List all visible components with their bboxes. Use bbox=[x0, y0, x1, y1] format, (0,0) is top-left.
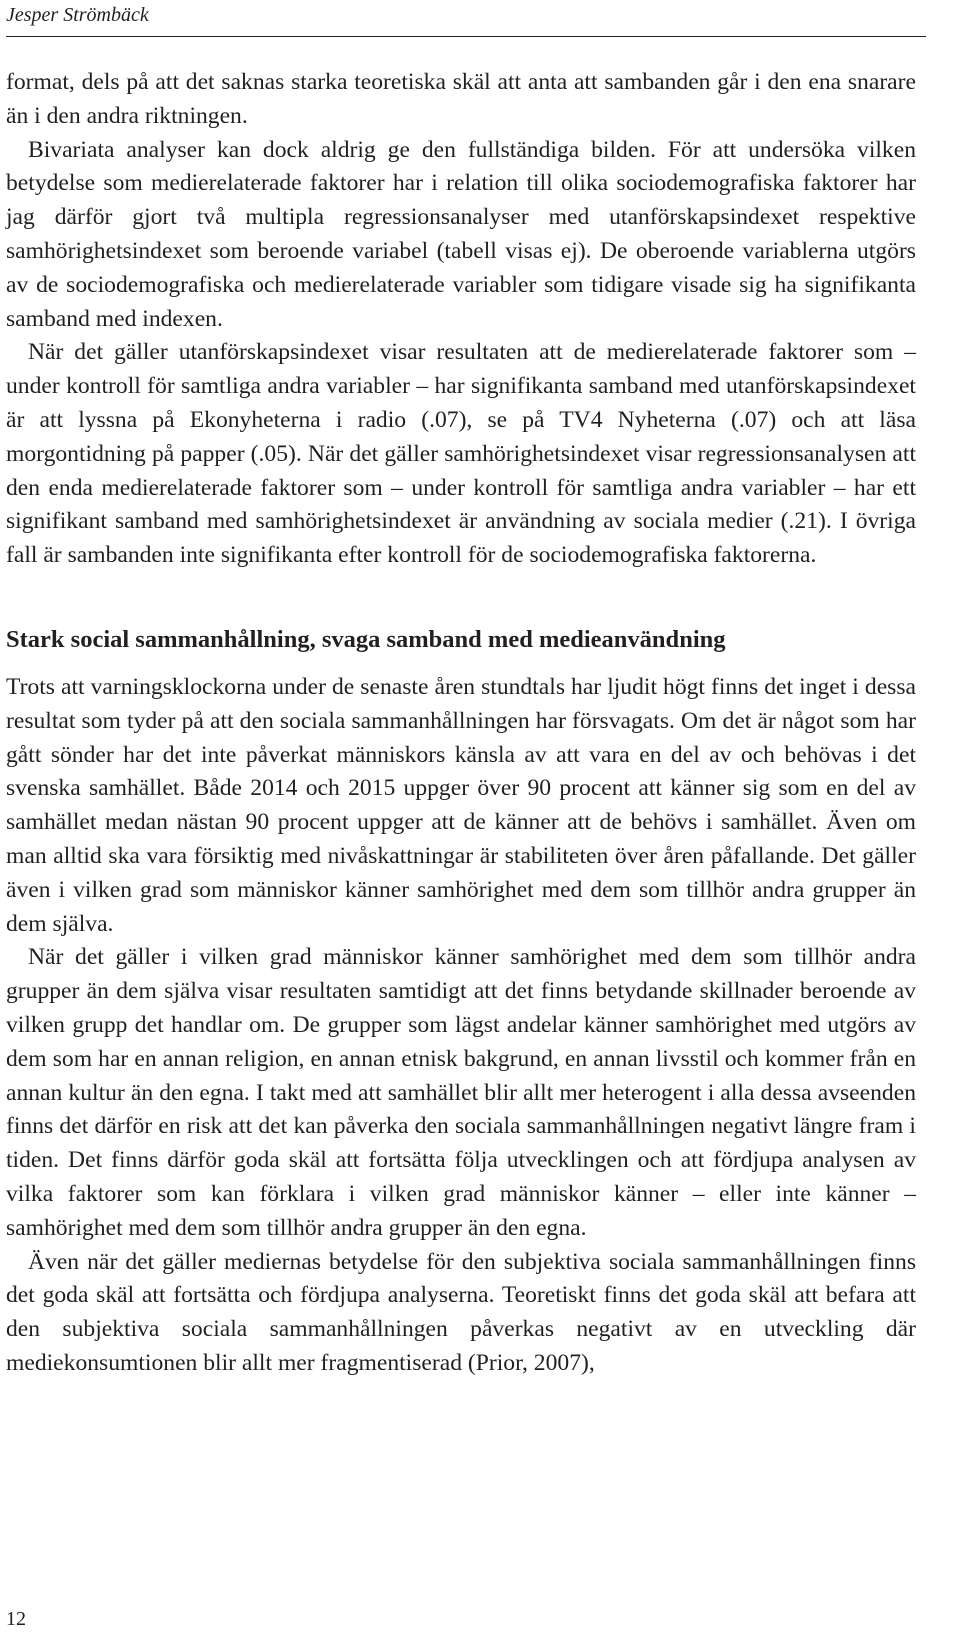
paragraph: Även när det gäller mediernas betydelse för den subjektiva sociala sammanhållningen finns det goda skäl att fortsätta och fördjupa analyserna. Teoretiskt finns det goda skäl att befara att den subjektiva sociala sammanhållningen påverkas negativt av en utveckling där mediekonsumtionen blir allt mer fragmentiserad (Prior, 2007), bbox=[6, 1248, 916, 1376]
running-header bbox=[6, 2, 926, 37]
page-number: 12 bbox=[6, 1608, 26, 1630]
paragraph: Trots att varningsklockorna under de senaste åren stundtals har ljudit högt finns det inget i dessa resultat som tyder på att den sociala sammanhållningen har försvagats. Om det är något som har gått sönder har det inte påverkat människors känsla av att vara en del av och behövas i det svenska samhället. Både 2014 och 2015 uppger över 90 procent att känner sig som en del av samhället medan nästan 90 procent uppger att de känner att de behövs i samhället. Även om man alltid ska vara försiktig med nivåskattningar är stabiliteten över åren påfallande. Det gäller även i vilken grad som människor känner samhörighet med dem som tillhör andra grupper än dem själva. bbox=[6, 673, 916, 937]
paragraph: format, dels på att det saknas starka teoretiska skäl att anta att sambanden går i den ena snarare än i den andra riktningen. bbox=[6, 69, 916, 129]
paragraph: När det gäller i vilken grad människor känner samhörighet med dem som tillhör andra grupper än dem själva visar resultaten samtidigt att det finns betydande skillnader beroende av vilken grupp det handlar om. De grupper som lägst andelar känner samhörighet med utgörs av dem som har en annan religion, en annan etnisk bakgrund, en annan livsstil och kommer från en annan kultur än den egna. I takt med att samhället blir allt mer heterogent i alla dessa avseenden finns det därför en risk att det kan påverka den sociala sammanhållningen negativt längre fram i tiden. Det finns därför goda skäl att fortsätta följa utvecklingen och att fördjupa analysen av vilka faktorer som kan förklara i vilken grad människor känner – eller inte känner – samhörighet med dem som tillhör andra grupper än den egna. bbox=[6, 944, 916, 1241]
paragraph: Bivariata analyser kan dock aldrig ge den fullständiga bilden. För att undersöka vilken betydelse som medierelaterade faktorer har i relation till olika sociodemografiska faktorer har jag därför gjort två multipla regressionsanalyser med utanförskapsindexet respektive samhörighetsindexet som beroende variabel (tabell visas ej). De oberoende variablerna utgörs av de sociodemografiska och medierelaterade variabler som tidigare visade sig ha signifikanta samband med indexen. bbox=[6, 136, 916, 332]
section-heading: Stark social sammanhållning, svaga samband med medieanvändning bbox=[6, 625, 726, 653]
body-text bbox=[6, 66, 916, 1381]
paragraph: När det gäller utanförskapsindexet visar resultaten att de medierelaterade faktorer som – under kontroll för samtliga andra variabler – har signifikanta samband med utanförskapsindexet är att lyssna på Ekonyheterna i radio (.07), se på TV4 Nyheterna (.07) och att läsa morgontidning på papper (.05). När det gäller samhörighetsindexet visar regressionsanalysen att den enda medierelaterade faktorer som – under kontroll för samtliga andra variabler – har ett signifikant samband med samhörighetsindexet är användning av sociala medier (.21). I övriga fall är sambanden inte signifikanta efter kontroll för de sociodemografiska faktorerna. bbox=[6, 339, 916, 569]
author-name: Jesper Strömbäck bbox=[6, 4, 149, 26]
